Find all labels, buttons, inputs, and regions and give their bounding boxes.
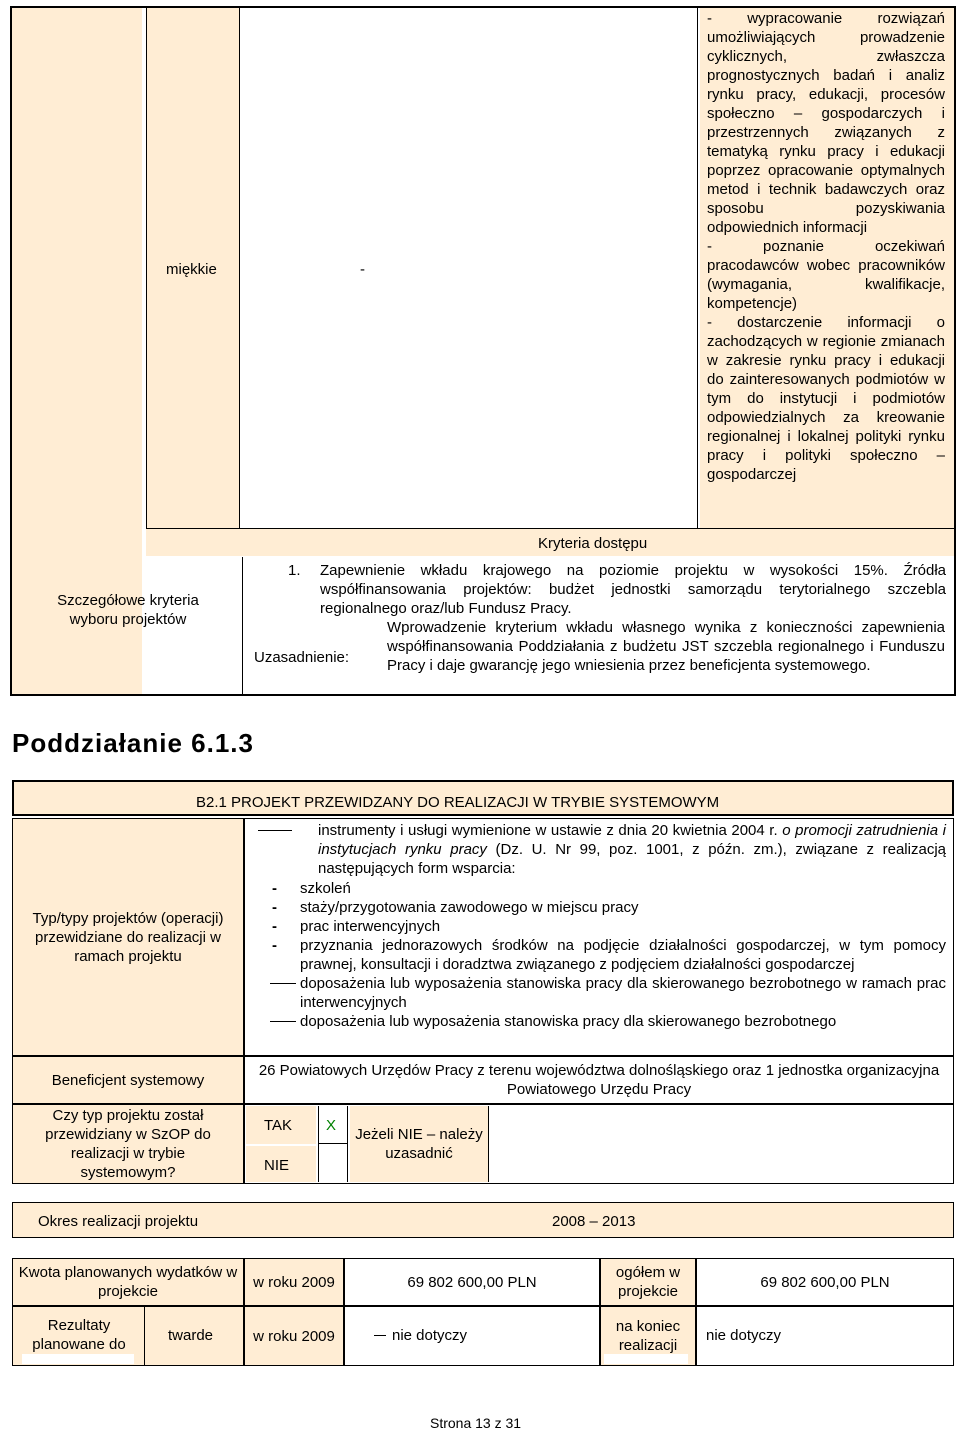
- types-intro-italic: o promocji zatrudnienia i instytucjach rynku pracy: [318, 822, 947, 858]
- systemic-question-cell: [12, 1104, 244, 1184]
- justification-label: Uzasadnienie:: [254, 649, 350, 666]
- types-content: [256, 821, 946, 878]
- types-label: Typ/typy projektów (operacji) przewidziane do realizacji w ramach projektu: [32, 909, 224, 965]
- project-header: B2.1 PROJEKT PRZEWIDZANY DO REALIZACJI W TRYBIE SYSTEMOWYM: [196, 794, 720, 811]
- support-form-item: - szkoleń: [272, 880, 351, 897]
- results-white-strip: [22, 1354, 134, 1364]
- specific-criteria-label-text: Szczegółowe kryteria wyboru projektów: [57, 592, 199, 628]
- not-applicable-text: nie dotyczy: [392, 1327, 468, 1344]
- soft-effect-item: - poznanie oczekiwań pracodawców wobec pracowników (wymagania, kwalifikacje, kompetencje): [707, 238, 945, 312]
- yes-label: TAK: [264, 1117, 293, 1134]
- support-forms-list: [256, 879, 946, 1031]
- page-footer: Strona 13 z 31: [430, 1415, 522, 1431]
- justification-text: Wprowadzenie kryterium wkładu własnego wynika z konieczności zapewnienia współfinansowania Poddziałania z budżetu JST szczebla regionalnego i Funduszu Pracy i daje gwarancję jego wniesienia przez beneficjenta systemowego.: [387, 619, 945, 674]
- not-applicable2: nie dotyczy: [706, 1327, 782, 1344]
- no-label: NIE: [264, 1157, 290, 1174]
- soft-row-label: miękkie: [166, 261, 217, 278]
- systemic-question: Czy typ projektu został przewidziany w SzOP do realizacji w trybie systemowym?: [45, 1107, 211, 1181]
- in-year-label2-cell: [244, 1306, 344, 1366]
- soft-effect-item: - dostarczenie informacji o zachodzących w regionie zmianach w zakresie rynku pracy i edukacji do zainteresowanych podmiotów w tym do instytucji i podmiotów odpowiedzialnych za kreowanie regionalnej i lokalnej polityki rynku pracy i polityki społeczno – gospodarczej: [707, 314, 945, 483]
- soft-effects-list: [707, 9, 945, 484]
- in-year-amount: 69 802 600,00 PLN: [407, 1273, 537, 1291]
- if-no-label-cell: [350, 1106, 488, 1182]
- total-amount-cell: [696, 1258, 954, 1306]
- support-form-item: - prac interwencyjnych: [272, 918, 441, 935]
- yes-mark: X: [326, 1117, 337, 1134]
- soft-middle-value: -: [360, 261, 365, 278]
- in-year-label: w roku 2009: [253, 1273, 335, 1291]
- types-intro-plain: (Dz. U. Nr 99, poz. 1001, z późn. zm.), związane z realizacją następujących form wsparcia:: [318, 841, 946, 877]
- if-no-justification-cell: [488, 1106, 952, 1182]
- dash-icon: [258, 830, 292, 831]
- criterion-number: 1.: [288, 562, 301, 579]
- results-label: Rezultaty planowane do: [32, 1317, 126, 1353]
- in-year-amount-cell: [344, 1258, 600, 1306]
- support-form-item: - przyznania jednorazowych środków na podjęcie działalności gospodarczej, w tym pomocy prawnej, konsultacji i doradztwa związanego z podjęciem działalności gospodarczej: [272, 937, 946, 973]
- total-label: ogółem w projekcie: [615, 1264, 681, 1300]
- soft-effect-item: - wypracowanie rozwiązań umożliwiających prowadzenie cyklicznych, zwłaszcza prognostycznych badań i analiz rynku pracy, edukacji, procesów społeczno – gospodarczych i przestrzennych związanych z tematyką rynku pracy i edukacji poprzez opracowanie optymalnych metod i technik badawczych oraz sposobu pozyskiwania odpowiednich informacji: [707, 10, 945, 236]
- results-label-box: [20, 1316, 138, 1354]
- if-no-label: Jeżeli NIE – należy uzasadnić: [355, 1126, 483, 1162]
- in-year-label2: w roku 2009: [253, 1327, 335, 1345]
- expenditure-label: Kwota planowanych wydatków w projekcie: [18, 1264, 238, 1300]
- beneficiary-label-cell: [12, 1056, 244, 1104]
- types-intro-plain: instrumenty i usługi wymienione w ustawie z dnia 20 kwietnia 2004 r.: [318, 822, 778, 839]
- types-intro: [256, 821, 946, 878]
- dash-icon: [374, 1335, 386, 1336]
- beneficiary-value-cell: [244, 1056, 954, 1104]
- total-amount: 69 802 600,00 PLN: [760, 1273, 890, 1291]
- support-form-dash-item: doposażenia lub wyposażenia stanowiska pracy dla skierowanego bezrobotnego w ramach prac interwencyjnych: [256, 974, 946, 1012]
- hard-label: twarde: [168, 1327, 214, 1344]
- in-year-label-cell: [244, 1258, 344, 1306]
- total-label-cell: [600, 1258, 696, 1306]
- expenditure-label-cell: [12, 1258, 244, 1306]
- end-white-strip: [604, 1354, 688, 1364]
- soft-middle-cell: [242, 8, 698, 528]
- beneficiary-label: Beneficjent systemowy: [51, 1071, 205, 1089]
- beneficiary-value: 26 Powiatowych Urzędów Pracy z terenu województwa dolnośląskiego oraz 1 jednostka organizacyjna Powiatowego Urzędu Pracy: [258, 1062, 940, 1098]
- types-label-cell: [12, 818, 244, 1056]
- end-label: na koniec realizacji: [615, 1318, 681, 1354]
- criterion-text: Zapewnienie wkładu krajowego na poziomie projektu w wysokości 15%. Źródła współfinansowania projektów: budżet jednostki samorządu terytorialnego szczebla regionalnego oraz/lub Fundusz Pracy.: [320, 562, 946, 617]
- section-heading: Poddziałanie 6.1.3: [12, 728, 254, 758]
- support-form-item: - staży/przygotowania zawodowego w miejscu pracy: [272, 899, 639, 916]
- period-value: 2008 – 2013: [552, 1213, 636, 1230]
- no-mark-cell: [318, 1144, 348, 1182]
- access-criterion: [288, 561, 946, 618]
- results-inner-divider: [144, 1306, 145, 1366]
- period-label: Okres realizacji projektu: [38, 1213, 199, 1230]
- support-form-dash-item: doposażenia lub wyposażenia stanowiska pracy dla skierowanego bezrobotnego: [256, 1012, 946, 1031]
- not-applicable1: [374, 1326, 467, 1345]
- access-criteria-title: Kryteria dostępu: [538, 535, 648, 552]
